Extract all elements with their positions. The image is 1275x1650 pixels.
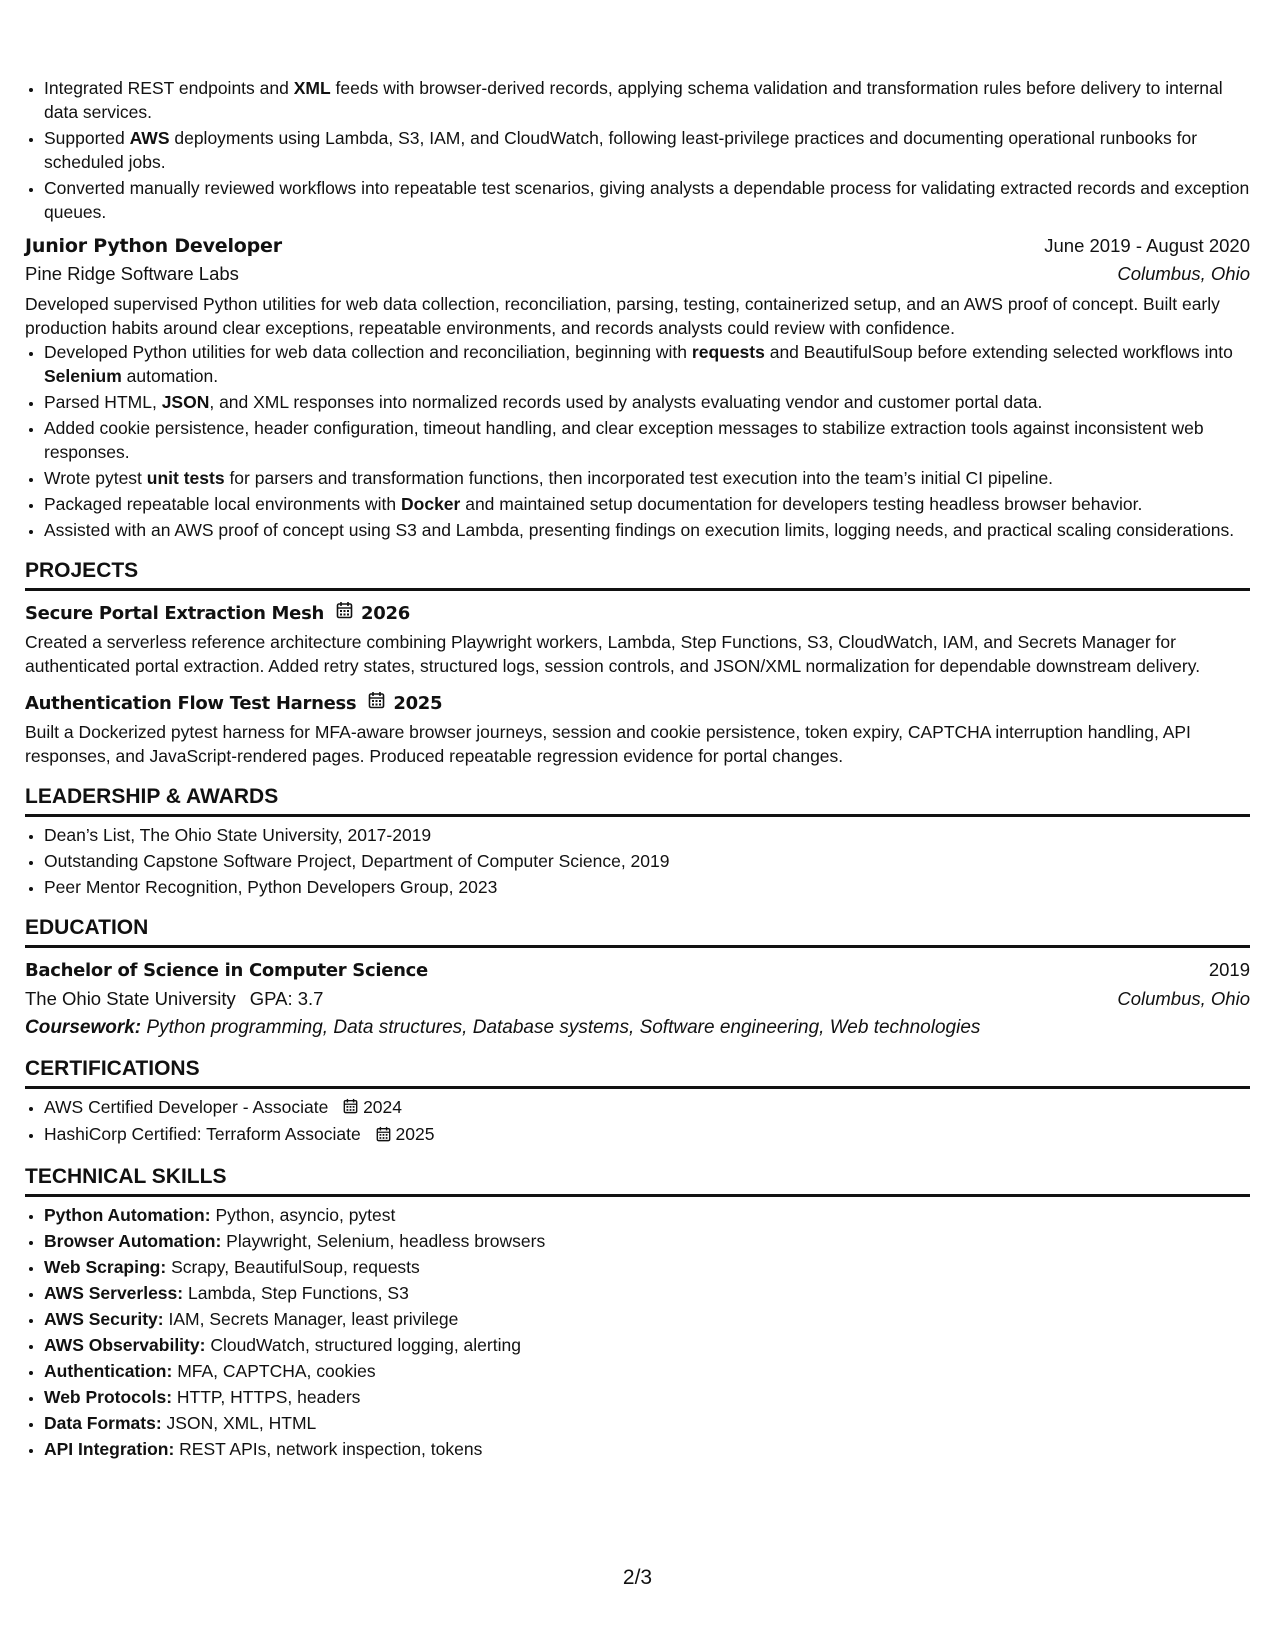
job-location: Columbus, Ohio bbox=[1117, 263, 1250, 284]
section-heading-leadership: LEADERSHIP & AWARDS bbox=[25, 784, 1250, 817]
skill-label: Web Protocols: bbox=[44, 1386, 173, 1407]
calendar-icon bbox=[336, 601, 353, 626]
degree-title: Bachelor of Science in Computer Science bbox=[25, 960, 428, 981]
leadership-list bbox=[25, 823, 1250, 899]
list-item: • Converted manually reviewed workflows into repeatable test scenarios, giving analysts a dependable process for validating extracted records and exception queues. bbox=[44, 176, 1250, 224]
project-header bbox=[25, 601, 1250, 626]
list-item bbox=[44, 1255, 1250, 1279]
section-heading-projects: PROJECTS bbox=[25, 558, 1250, 591]
job-title: Junior Python Developer bbox=[25, 235, 282, 257]
skill-value: IAM, Secrets Manager, least privilege bbox=[168, 1308, 459, 1329]
list-item bbox=[44, 1122, 1250, 1147]
cert-name: HashiCorp Certified: Terraform Associate bbox=[44, 1124, 361, 1145]
job-bullets bbox=[25, 340, 1250, 542]
skill-label: AWS Serverless: bbox=[44, 1282, 184, 1303]
company-name: Pine Ridge Software Labs bbox=[25, 263, 239, 284]
experience-bullets-continued bbox=[25, 76, 1250, 224]
coursework-label: Coursework: bbox=[25, 1017, 142, 1038]
section-heading-skills: TECHNICAL SKILLS bbox=[25, 1164, 1250, 1197]
skill-value: Lambda, Step Functions, S3 bbox=[187, 1282, 409, 1303]
project-name: Secure Portal Extraction Mesh bbox=[25, 602, 325, 624]
section-heading-certifications: CERTIFICATIONS bbox=[25, 1056, 1250, 1089]
skill-label: AWS Observability: bbox=[44, 1334, 206, 1355]
list-item: • Packaged repeatable local environments with Docker and maintained setup documentation for developers testing headless browser behavior. bbox=[44, 492, 1250, 516]
list-item: • Outstanding Capstone Software Project, Department of Computer Science, 2019 bbox=[44, 849, 1250, 873]
list-item: • Dean’s List, The Ohio State University, 2017-2019 bbox=[44, 823, 1250, 847]
skill-label: Authentication: bbox=[44, 1360, 173, 1381]
skill-label: AWS Security: bbox=[44, 1308, 164, 1329]
calendar-icon bbox=[368, 691, 385, 716]
calendar-icon bbox=[343, 1096, 358, 1120]
coursework-list: Python programming, Data structures, Database systems, Software engineering, Web technologies bbox=[146, 1017, 981, 1038]
job-header bbox=[25, 234, 1250, 258]
skill-label: API Integration: bbox=[44, 1438, 175, 1459]
page-number: 2/3 bbox=[622, 1566, 653, 1589]
education-subheader bbox=[25, 987, 1250, 1011]
project-year: 2026 bbox=[361, 602, 410, 624]
list-item bbox=[44, 1385, 1250, 1409]
job-subheader bbox=[25, 262, 1250, 286]
certifications-list bbox=[25, 1095, 1250, 1148]
cert-year: 2024 bbox=[363, 1097, 403, 1117]
project-description: Built a Dockerized pytest harness for MFA-aware browser journeys, session and cookie persistence, token expiry, CAPTCHA interruption handling, API responses, and JavaScript-rendered pages. Produced repeatable regression evidence for portal changes. bbox=[25, 722, 1191, 766]
skill-value: Scrapy, BeautifulSoup, requests bbox=[171, 1256, 420, 1277]
project-header bbox=[25, 691, 1250, 716]
project-description: Created a serverless reference architecture combining Playwright workers, Lambda, Step Functions, S3, CloudWatch, IAM, and Secrets Manager for authenticated portal extraction. Added retry states, structured logs, session controls, and JSON/XML normalization for dependable downstream delivery. bbox=[25, 632, 1201, 676]
list-item bbox=[44, 1095, 1250, 1120]
list-item bbox=[44, 1437, 1250, 1461]
list-item bbox=[44, 1203, 1250, 1227]
school-location: Columbus, Ohio bbox=[1117, 988, 1250, 1009]
skill-value: CloudWatch, structured logging, alerting bbox=[210, 1334, 521, 1355]
list-item: • Added cookie persistence, header configuration, timeout handling, and clear exception messages to stabilize extraction tools against inconsistent web responses. bbox=[44, 416, 1250, 464]
skill-label: Web Scraping: bbox=[44, 1256, 167, 1277]
list-item: • Assisted with an AWS proof of concept using S3 and Lambda, presenting findings on execution limits, logging needs, and practical scaling considerations. bbox=[44, 518, 1250, 542]
list-item bbox=[44, 1229, 1250, 1253]
gpa: GPA: 3.7 bbox=[249, 988, 324, 1009]
section-heading-education: EDUCATION bbox=[25, 915, 1250, 948]
skill-value: REST APIs, network inspection, tokens bbox=[179, 1438, 483, 1459]
cert-name: AWS Certified Developer - Associate bbox=[44, 1097, 329, 1117]
job-dates: June 2019 - August 2020 bbox=[1044, 235, 1250, 256]
cert-year: 2025 bbox=[395, 1124, 435, 1145]
list-item bbox=[44, 1281, 1250, 1305]
school-name: The Ohio State University bbox=[25, 988, 236, 1009]
list-item bbox=[44, 1411, 1250, 1435]
job-summary: Developed supervised Python utilities for web data collection, reconciliation, parsing, testing, containerized setup, and an AWS proof of concept. Built early production habits around clear exceptions, repeatable environments, and records analysts could review with confidence. bbox=[25, 294, 1220, 338]
list-item bbox=[44, 1307, 1250, 1331]
skill-label: Python Automation: bbox=[44, 1204, 211, 1225]
coursework bbox=[25, 1016, 1250, 1040]
skill-value: HTTP, HTTPS, headers bbox=[176, 1386, 361, 1407]
skill-value: JSON, XML, HTML bbox=[166, 1412, 317, 1433]
graduation-year: 2019 bbox=[1208, 959, 1250, 980]
project-name: Authentication Flow Test Harness bbox=[25, 692, 357, 714]
skill-value: Playwright, Selenium, headless browsers bbox=[226, 1230, 546, 1251]
list-item bbox=[44, 1359, 1250, 1383]
skill-label: Data Formats: bbox=[44, 1412, 162, 1433]
list-item bbox=[44, 1333, 1250, 1357]
education-header bbox=[25, 958, 1250, 983]
skills-list bbox=[25, 1203, 1250, 1461]
list-item: • Supported AWS deployments using Lambda, S3, IAM, and CloudWatch, following least-privilege practices and documenting operational runbooks for scheduled jobs. bbox=[44, 126, 1250, 174]
list-item: • Peer Mentor Recognition, Python Developers Group, 2023 bbox=[44, 875, 1250, 899]
skill-value: MFA, CAPTCHA, cookies bbox=[177, 1360, 376, 1381]
resume-page bbox=[25, 76, 1250, 1463]
list-item: • Wrote pytest unit tests for parsers and transformation functions, then incorporated test execution into the team’s initial CI pipeline. bbox=[44, 466, 1250, 490]
skill-label: Browser Automation: bbox=[44, 1230, 222, 1251]
list-item: • Parsed HTML, JSON, and XML responses into normalized records used by analysts evaluating vendor and customer portal data. bbox=[44, 390, 1250, 414]
calendar-icon bbox=[376, 1124, 391, 1148]
project-year: 2025 bbox=[393, 692, 443, 714]
skill-value: Python, asyncio, pytest bbox=[215, 1204, 396, 1225]
list-item: • Developed Python utilities for web data collection and reconciliation, beginning with requests and BeautifulSoup before extending selected workflows into Selenium automation. bbox=[44, 340, 1250, 388]
list-item: • Integrated REST endpoints and XML feeds with browser-derived records, applying schema validation and transformation rules before delivery to internal data services. bbox=[44, 76, 1250, 124]
